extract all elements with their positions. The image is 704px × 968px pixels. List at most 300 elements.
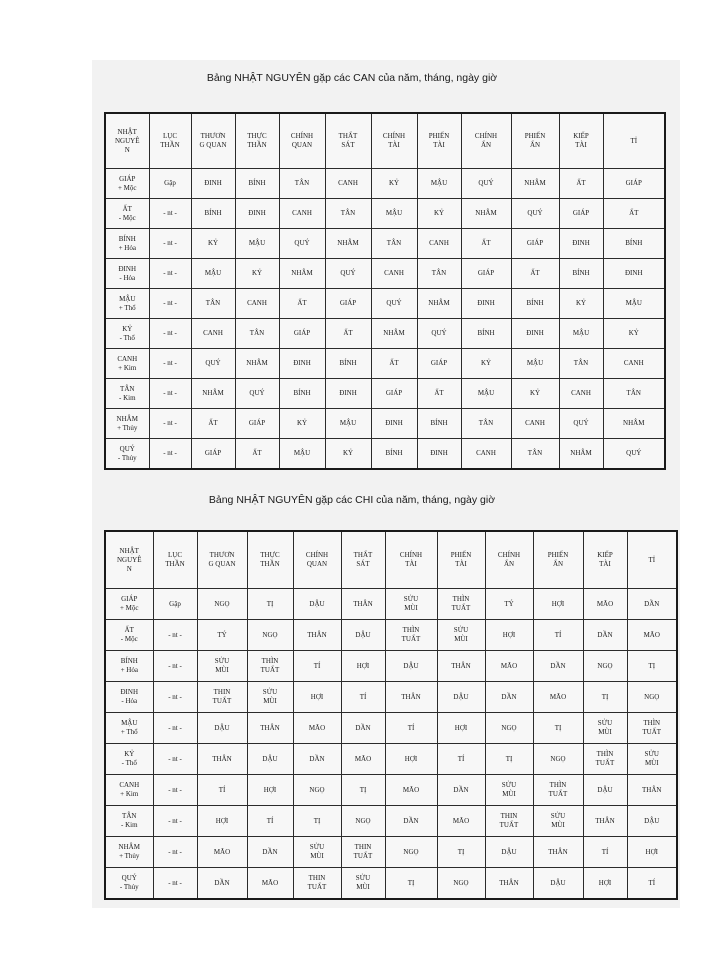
cell-line: TUẤT: [642, 728, 662, 736]
table-cell: ẤT: [511, 259, 559, 289]
table-cell: [385, 713, 437, 744]
table-cell: ẤT: [417, 379, 461, 409]
cell-line: SỬU: [355, 874, 371, 882]
table-cell: [247, 620, 293, 651]
cell-line: - nt -: [168, 661, 182, 670]
row-header-nhat-nguyen: [105, 229, 149, 259]
table-cell: - nt -: [149, 199, 191, 229]
table-cell: KỶ: [559, 289, 603, 319]
table-cell: [247, 868, 293, 900]
table-cell: - nt -: [149, 289, 191, 319]
cell-line: + Mộc: [119, 604, 139, 612]
cell-line: SỬU: [550, 812, 566, 820]
table-cell: ĐINH: [461, 289, 511, 319]
cell-line: TÍ: [554, 630, 562, 639]
cell-line: TÍ: [359, 692, 367, 701]
table-cell: MẬU: [191, 259, 235, 289]
table-cell: [341, 651, 385, 682]
cell-line: SỬU: [214, 657, 230, 665]
table-cell: [533, 744, 583, 775]
table-cell: [533, 775, 583, 806]
table-cell: NHÂM: [461, 199, 511, 229]
table-can-title: Bảng NHẬT NGUYÊN gặp các CAN của năm, tháng, ngày giờ: [206, 72, 498, 84]
table-cell: [627, 589, 677, 620]
table-cell: [627, 806, 677, 837]
cell-line: NHẬT: [117, 127, 137, 136]
table-cell: [293, 837, 341, 868]
table-cell: TÂN: [371, 229, 417, 259]
cell-line: NGỌ: [262, 630, 278, 639]
cell-line: MÙI: [263, 697, 277, 705]
table-cell: [533, 651, 583, 682]
column-header: [197, 531, 247, 589]
table-cell: QUÝ: [603, 439, 665, 470]
table-cell: [197, 682, 247, 713]
table-header-row: [105, 113, 665, 169]
cell-line: THẦN: [165, 560, 185, 568]
cell-line: MÃO: [261, 878, 279, 887]
cell-line: PHIẾN: [524, 132, 546, 140]
table-row: [105, 837, 677, 868]
cell-line: THƯƠN: [200, 132, 226, 140]
table-row: [105, 199, 665, 229]
table-cell: [293, 744, 341, 775]
table-cell: [341, 837, 385, 868]
cell-line: THÂN: [401, 692, 421, 701]
table-cell: MẬU: [603, 289, 665, 319]
table-row: [105, 409, 665, 439]
column-header: [559, 113, 603, 169]
cell-line: NGỌ: [355, 816, 371, 825]
table-row: [105, 806, 677, 837]
table-cell: CANH: [325, 169, 371, 199]
cell-line: - Kim: [118, 393, 136, 402]
cell-line: THÂN: [595, 816, 615, 825]
cell-line: + Thủy: [117, 423, 138, 432]
table-cell: BÍNH: [511, 289, 559, 319]
column-header: [105, 113, 149, 169]
cell-line: LỤC: [168, 551, 182, 559]
cell-line: NHÂM: [118, 843, 140, 851]
cell-line: NGỌ: [403, 847, 419, 856]
cell-line: BÍNH: [118, 234, 136, 243]
table-can: [104, 112, 666, 470]
cell-line: + Hỏa: [118, 243, 136, 252]
table-cell: [247, 682, 293, 713]
cell-line: DẬU: [214, 723, 230, 732]
table-cell: ẤT: [559, 169, 603, 199]
table-row: [105, 349, 665, 379]
table-cell: [485, 837, 533, 868]
table-cell: BÍNH: [371, 439, 417, 470]
table-cell: BÍNH: [417, 409, 461, 439]
cell-line: TÍ: [218, 785, 226, 794]
cell-line: - nt -: [168, 692, 182, 701]
cell-line: DẬU: [597, 785, 613, 794]
cell-line: TUẤT: [353, 852, 373, 860]
cell-line: NGỌ: [214, 599, 230, 608]
cell-line: ẤN: [503, 560, 515, 568]
cell-line: THẦN: [260, 560, 280, 568]
cell-line: DẬU: [309, 599, 325, 608]
table-cell: [385, 651, 437, 682]
table-cell: [583, 651, 627, 682]
cell-line: KỶ: [124, 750, 135, 758]
table-row: [105, 439, 665, 470]
table-cell: [533, 713, 583, 744]
cell-line: DẬU: [403, 661, 419, 670]
table-cell: MẬU: [325, 409, 371, 439]
column-header: [437, 531, 485, 589]
cell-line: ĐINH: [118, 264, 136, 273]
table-cell: ĐINH: [417, 439, 461, 470]
table-cell: [197, 775, 247, 806]
cell-line: SỬU: [309, 843, 325, 851]
cell-line: MÃO: [308, 723, 326, 732]
cell-line: TÀI: [455, 560, 467, 568]
table-cell: GIÁP: [279, 319, 325, 349]
cell-line: GIÁP: [121, 595, 138, 603]
cell-line: - Kim: [120, 821, 138, 829]
cell-line: TUẤT: [595, 759, 615, 767]
cell-line: MÃO: [643, 630, 660, 639]
cell-line: ẤT: [124, 626, 134, 634]
cell-line: DẦN: [501, 692, 517, 701]
cell-line: SỬU: [453, 626, 469, 634]
table-cell: - nt -: [149, 349, 191, 379]
row-header-nhat-nguyen: [105, 775, 153, 806]
cell-line: TÍ: [313, 661, 321, 670]
cell-line: - nt -: [168, 630, 182, 639]
table-cell: KỶ: [461, 349, 511, 379]
cell-line: NGỌ: [644, 692, 660, 701]
table-cell: KỶ: [325, 439, 371, 470]
cell-line: THIN: [500, 812, 518, 820]
table-cell: [293, 682, 341, 713]
row-header-nhat-nguyen: [105, 349, 149, 379]
cell-line: THÌN: [596, 750, 614, 758]
cell-line: TỊ: [359, 785, 367, 794]
cell-line: NGỌ: [597, 661, 613, 670]
table-cell: TÂN: [417, 259, 461, 289]
cell-line: ẤN: [529, 141, 541, 149]
table-cell: CANH: [235, 289, 279, 319]
cell-line: THƯƠN: [209, 551, 235, 559]
cell-line: TÀI: [405, 560, 417, 568]
table-row: [105, 620, 677, 651]
row-header-nhat-nguyen: [105, 682, 153, 713]
table-cell: [627, 744, 677, 775]
cell-line: THÌN: [643, 719, 661, 727]
table-cell: [247, 744, 293, 775]
row-header-nhat-nguyen: [105, 259, 149, 289]
column-header: [325, 113, 371, 169]
table-cell: QUÝ: [461, 169, 511, 199]
table-cell: [583, 775, 627, 806]
cell-line: CANH: [117, 354, 138, 363]
table-cell: [437, 868, 485, 900]
column-header: [485, 531, 533, 589]
table-cell: [247, 837, 293, 868]
table-cell: [293, 868, 341, 900]
table-cell: [197, 620, 247, 651]
row-header-nhat-nguyen: [105, 744, 153, 775]
cell-line: THIN: [308, 874, 326, 882]
cell-line: MÃO: [402, 785, 420, 794]
table-cell: KỶ: [279, 409, 325, 439]
table-cell: [153, 620, 197, 651]
table-cell: [385, 620, 437, 651]
table-cell: [583, 806, 627, 837]
cell-line: SỬU: [262, 688, 278, 696]
table-cell: - nt -: [149, 259, 191, 289]
column-header: [191, 113, 235, 169]
cell-line: MÃO: [596, 599, 614, 608]
table-cell: NHÂM: [511, 169, 559, 199]
table-cell: CANH: [461, 439, 511, 470]
table-cell: [293, 620, 341, 651]
cell-line: DẦN: [644, 599, 660, 608]
cell-line: LỤC: [163, 132, 177, 140]
table-cell: NHÂM: [235, 349, 279, 379]
cell-line: BÍNH: [120, 657, 138, 665]
table-cell: BÍNH: [325, 349, 371, 379]
table-cell: BÍNH: [559, 259, 603, 289]
cell-line: DẦN: [355, 723, 371, 732]
cell-line: TỊ: [554, 723, 562, 732]
cell-line: + Thổ: [118, 303, 136, 312]
row-header-nhat-nguyen: [105, 620, 153, 651]
cell-line: MÃO: [549, 692, 567, 701]
table-cell: ẤT: [603, 199, 665, 229]
cell-line: THIN: [354, 843, 372, 851]
table-cell: [247, 651, 293, 682]
cell-line: MÙI: [356, 883, 370, 891]
table-cell: [341, 682, 385, 713]
table-cell: [485, 744, 533, 775]
row-header-nhat-nguyen: [105, 409, 149, 439]
table-cell: [437, 806, 485, 837]
cell-line: MÙI: [598, 728, 612, 736]
cell-line: TÍ: [601, 847, 609, 856]
table-cell: QUÝ: [191, 349, 235, 379]
cell-line: HỢI: [356, 661, 370, 670]
cell-line: - Thổ: [121, 759, 137, 767]
table-cell: CANH: [511, 409, 559, 439]
cell-line: DẦN: [262, 847, 278, 856]
table-cell: QUÝ: [511, 199, 559, 229]
cell-line: THỰC: [247, 132, 267, 140]
table-cell: ẤT: [191, 409, 235, 439]
table-cell: [341, 775, 385, 806]
cell-line: TÀI: [575, 141, 587, 149]
table-cell: [247, 806, 293, 837]
cell-line: TỊ: [407, 878, 415, 887]
cell-line: TỊ: [313, 816, 321, 825]
table-cell: ĐINH: [325, 379, 371, 409]
table-cell: [153, 682, 197, 713]
table-cell: [385, 806, 437, 837]
table-row: [105, 682, 677, 713]
cell-line: NHÂM: [116, 414, 138, 423]
table-cell: [533, 682, 583, 713]
cell-line: TUẤT: [499, 821, 519, 829]
cell-line: CHÍNH: [382, 132, 406, 140]
table-row: [105, 289, 665, 319]
cell-line: MẬU: [121, 719, 138, 727]
cell-line: CHÍNH: [474, 132, 498, 140]
table-cell: BÍNH: [235, 169, 279, 199]
table-cell: [485, 620, 533, 651]
table-cell: NHÂM: [417, 289, 461, 319]
table-cell: [293, 589, 341, 620]
cell-line: + Thổ: [120, 728, 138, 736]
cell-line: + Thủy: [119, 852, 140, 860]
table-cell: [437, 744, 485, 775]
table-cell: TÂN: [559, 349, 603, 379]
cell-line: THÂN: [642, 785, 662, 794]
table-cell: [533, 837, 583, 868]
table-cell: [627, 682, 677, 713]
cell-line: QUÝ: [119, 444, 135, 453]
cell-line: ẤN: [552, 560, 564, 568]
cell-line: DẬU: [550, 878, 566, 887]
table-cell: [153, 868, 197, 900]
cell-line: TỊ: [648, 661, 656, 670]
table-cell: [385, 744, 437, 775]
table-cell: NHÂM: [603, 409, 665, 439]
table-cell: [341, 589, 385, 620]
table-row: [105, 868, 677, 900]
table-cell: CANH: [417, 229, 461, 259]
cell-line: THÂN: [451, 661, 471, 670]
cell-line: THỰC: [260, 551, 280, 559]
cell-line: THÂN: [212, 754, 232, 763]
cell-line: TÍ: [266, 816, 274, 825]
cell-line: TỊ: [266, 599, 274, 608]
table-cell: [385, 837, 437, 868]
table-cell: MẬU: [235, 229, 279, 259]
cell-line: TÂN: [120, 384, 135, 393]
cell-line: TỊ: [601, 692, 609, 701]
table-cell: [293, 775, 341, 806]
table-cell: [627, 713, 677, 744]
table-cell: GIÁP: [559, 199, 603, 229]
cell-line: KIẾP: [573, 132, 589, 140]
table-cell: ĐINH: [371, 409, 417, 439]
table-cell: ĐINH: [235, 199, 279, 229]
table-cell: GIÁP: [461, 259, 511, 289]
row-header-nhat-nguyen: [105, 169, 149, 199]
table-cell: MẬU: [559, 319, 603, 349]
table-cell: QUÝ: [325, 259, 371, 289]
table-cell: [293, 651, 341, 682]
table-cell: ẤT: [235, 439, 279, 470]
table-cell: GIÁP: [191, 439, 235, 470]
table-cell: [533, 620, 583, 651]
table-cell: NHÂM: [371, 319, 417, 349]
table-cell: - nt -: [149, 409, 191, 439]
table-cell: QUÝ: [235, 379, 279, 409]
table-cell: [437, 682, 485, 713]
cell-line: - Thủy: [117, 453, 137, 462]
cell-line: + Mộc: [117, 183, 137, 192]
table-row: [105, 651, 677, 682]
cell-line: KIẾP: [597, 551, 613, 559]
cell-line: N: [126, 564, 132, 573]
cell-line: MÃO: [500, 661, 518, 670]
table-cell: GIÁP: [603, 169, 665, 199]
row-header-nhat-nguyen: [105, 651, 153, 682]
cell-line: QUÝ: [121, 874, 137, 882]
table-cell: [437, 713, 485, 744]
cell-line: HỢI: [215, 816, 229, 825]
cell-line: + Kim: [118, 363, 137, 372]
table-cell: NHÂM: [559, 439, 603, 470]
cell-line: Gặp: [169, 599, 181, 608]
table-cell: [437, 651, 485, 682]
row-header-nhat-nguyen: [105, 199, 149, 229]
cell-line: TÍ: [457, 754, 465, 763]
table-cell: [341, 620, 385, 651]
table-cell: [153, 775, 197, 806]
cell-line: MÙI: [502, 790, 516, 798]
table-header-row: [105, 531, 677, 589]
cell-line: DẦN: [453, 785, 469, 794]
table-cell: MẬU: [461, 379, 511, 409]
table-cell: ĐINH: [603, 259, 665, 289]
table-cell: [533, 868, 583, 900]
table-cell: [627, 775, 677, 806]
table-cell: - nt -: [149, 319, 191, 349]
cell-line: NGỌ: [453, 878, 469, 887]
cell-line: TUẤT: [307, 883, 327, 891]
cell-line: CHÍNH: [290, 132, 314, 140]
cell-line: - nt -: [168, 816, 182, 825]
table-cell: [583, 620, 627, 651]
row-header-nhat-nguyen: [105, 589, 153, 620]
cell-line: MÙI: [404, 604, 418, 612]
table-cell: ẤT: [279, 289, 325, 319]
column-header: [603, 113, 665, 169]
cell-line: DẦN: [550, 661, 566, 670]
cell-line: PHIẾN: [428, 132, 450, 140]
cell-line: MÃO: [354, 754, 372, 763]
cell-line: MÙI: [644, 759, 659, 767]
table-cell: [153, 651, 197, 682]
table-cell: [341, 744, 385, 775]
table-cell: [341, 806, 385, 837]
table-cell: ẤT: [461, 229, 511, 259]
cell-line: TỈ: [630, 136, 638, 145]
cell-line: CHÍNH: [497, 551, 521, 559]
table-cell: QUÝ: [417, 319, 461, 349]
column-header: [583, 531, 627, 589]
table-cell: [197, 806, 247, 837]
cell-line: TUẤT: [451, 604, 471, 612]
column-header: [461, 113, 511, 169]
cell-line: THÌN: [402, 626, 420, 634]
cell-line: DẬU: [355, 630, 371, 639]
table-cell: [247, 775, 293, 806]
cell-line: NGỌ: [309, 785, 325, 794]
cell-line: - nt -: [168, 878, 182, 887]
table-cell: [197, 837, 247, 868]
cell-line: - nt -: [168, 785, 182, 794]
table-cell: CANH: [559, 379, 603, 409]
cell-line: - nt -: [168, 754, 182, 763]
table-cell: NHÂM: [325, 229, 371, 259]
